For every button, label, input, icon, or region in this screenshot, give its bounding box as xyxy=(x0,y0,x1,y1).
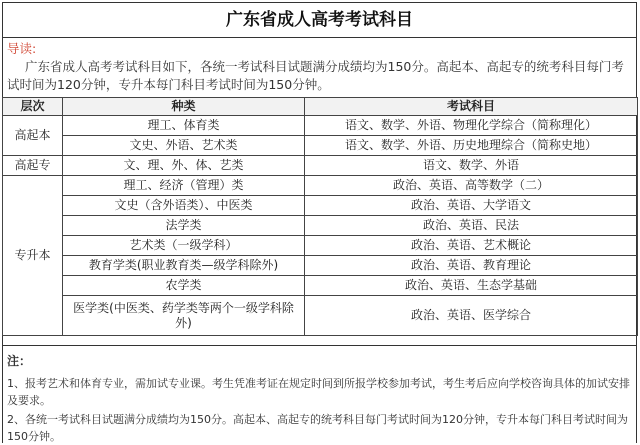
subjects-cell: 政治、英语、大学语文 xyxy=(305,196,638,216)
type-cell: 艺术类（一级学科） xyxy=(63,236,305,256)
table-row xyxy=(3,116,638,136)
type-cell: 文史、外语、艺术类 xyxy=(63,136,305,156)
table-row xyxy=(3,216,638,236)
table-row xyxy=(3,136,638,156)
type-cell: 理工、经济（管理）类 xyxy=(63,176,305,196)
intro-label: 导读: xyxy=(7,41,37,56)
table-row xyxy=(3,276,638,296)
subjects-cell: 政治、英语、高等数学（二） xyxy=(305,176,638,196)
table-row xyxy=(3,156,638,176)
table-row xyxy=(3,296,638,336)
subjects-cell: 政治、英语、医学综合 xyxy=(305,296,638,336)
note-item: 2、各统一考试科目试题满分成绩均为150分。高起本、高起专的统考科目每门考试时间为120分钟，专升本每门科目考试时间为150分钟。 xyxy=(7,413,628,443)
header-type: 种类 xyxy=(63,98,305,116)
notes-section xyxy=(2,345,637,443)
type-cell: 文史（含外语类）、中医类 xyxy=(63,196,305,216)
level-cell: 专升本 xyxy=(3,176,63,336)
subjects-cell: 语文、数学、外语、物理化学综合（简称理化） xyxy=(305,116,638,136)
level-cell: 高起本 xyxy=(3,116,63,156)
header-subjects: 考试科目 xyxy=(305,98,638,116)
intro-text: 广东省成人高考考试科目如下，各统一考试科目试题满分成绩均为150分。高起本、高起专的统考科目每门考试时间为120分钟，专升本每门科目考试时间为150分钟。 xyxy=(7,59,624,92)
table-row xyxy=(3,176,638,196)
subjects-cell: 政治、英语、生态学基础 xyxy=(305,276,638,296)
table-header-row xyxy=(3,98,638,116)
level-cell: 高起专 xyxy=(3,156,63,176)
page-title: 广东省成人高考考试科目 xyxy=(2,2,637,38)
table-row xyxy=(3,256,638,276)
subjects-cell: 语文、数学、外语 xyxy=(305,156,638,176)
notes-title: 注： xyxy=(7,354,32,368)
type-cell: 法学类 xyxy=(63,216,305,236)
subjects-cell: 政治、英语、艺术概论 xyxy=(305,236,638,256)
type-cell: 理工、体育类 xyxy=(63,116,305,136)
type-cell: 教育学类(职业教育类—级学科除外) xyxy=(63,256,305,276)
subjects-cell: 政治、英语、民法 xyxy=(305,216,638,236)
type-cell: 文、理、外、体、艺类 xyxy=(63,156,305,176)
table-row xyxy=(3,196,638,216)
intro xyxy=(7,40,632,94)
table-row xyxy=(3,236,638,256)
subjects-cell: 政治、英语、教育理论 xyxy=(305,256,638,276)
note-item: 1、报考艺术和体育专业，需加试专业课。考生凭准考证在规定时间到所报学校参加考试，考生考后应向学校咨询具体的加试安排及要求。 xyxy=(7,377,630,407)
exam-subjects-table xyxy=(2,97,638,336)
type-cell: 医学类(中医类、药学类等两个一级学科除外) xyxy=(63,296,305,336)
header-level: 层次 xyxy=(3,98,63,116)
subjects-cell: 语文、数学、外语、历史地理综合（简称史地） xyxy=(305,136,638,156)
type-cell: 农学类 xyxy=(63,276,305,296)
